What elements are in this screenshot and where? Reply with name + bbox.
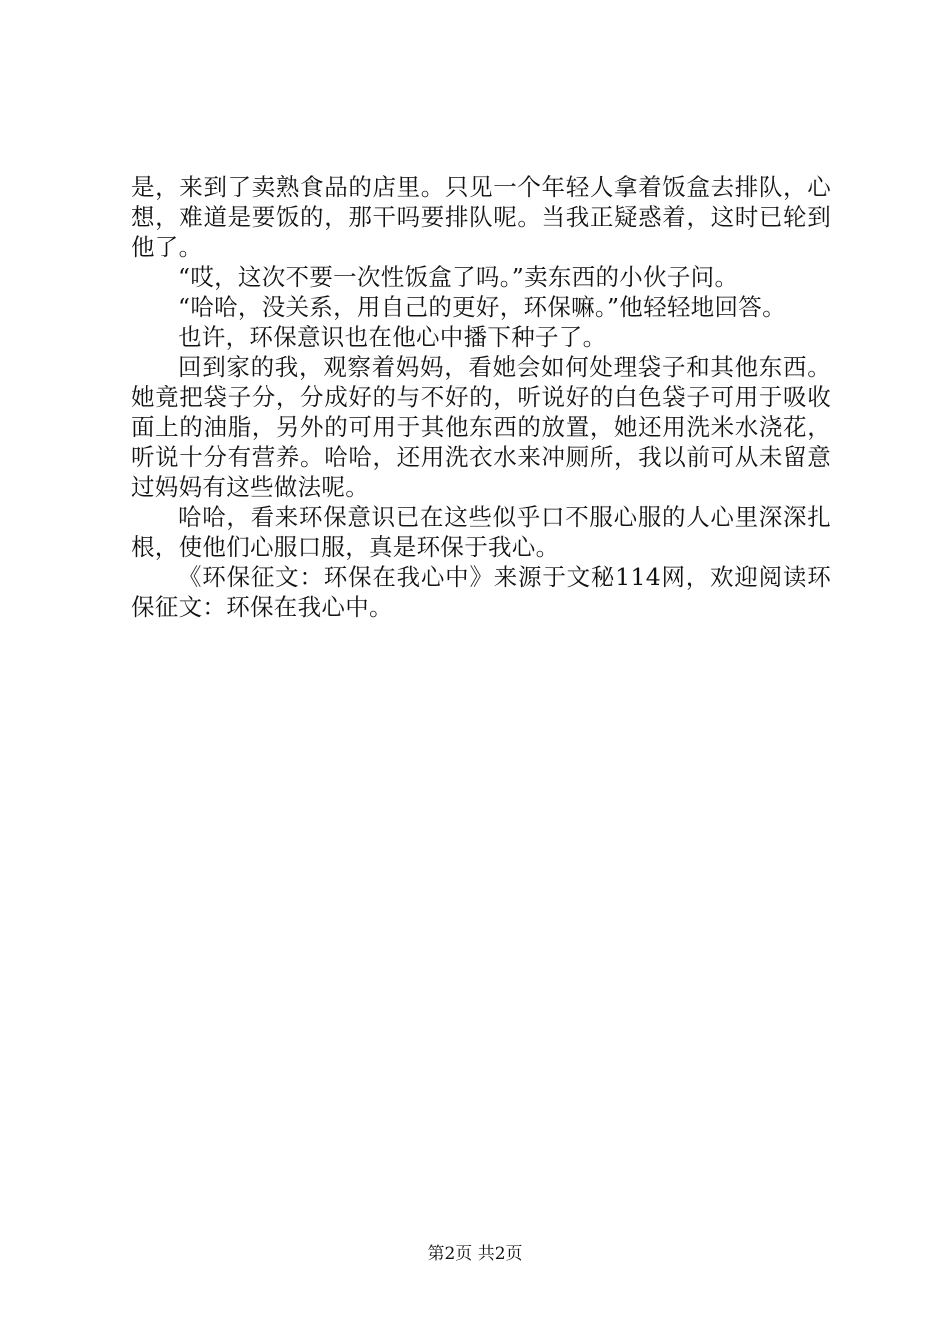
paragraph-dialogue-question: “哎，这次不要一次性饭盒了吗。”卖东西的小伙子问。	[178, 263, 739, 291]
paragraph-mother-habits: 回到家的我，观察着妈妈，看她会如何处理袋子和其他东西。她竟把袋子分，分成好的与不好的，听说好的白色袋子可用于吸收面上的油脂，另外的可用于其他东西的放置，她还用洗米水浇花，听说十分有营养。哈哈，还用洗衣水来冲厕所，我以前可从未留意过妈妈有这些做法呢。	[131, 353, 831, 501]
page-number-label: 第2页 共2页	[427, 1244, 523, 1264]
paragraph-conclusion: 哈哈，看来环保意识已在这些似乎口不服心服的人心里深深扎根，使他们心服口服，真是环保于我心。	[131, 503, 831, 561]
document-body	[131, 172, 831, 622]
paragraph-dialogue-answer: “哈哈，没关系，用自己的更好，环保嘛。”他轻轻地回答。	[178, 293, 786, 321]
paragraph-source-note: 《环保征文：环保在我心中》来源于文秘114网，欢迎阅读环保征文：环保在我心中。	[131, 563, 831, 621]
paragraph-awareness: 也许，环保意识也在他心中播下种子了。	[178, 323, 607, 351]
paragraph-continuation: 是，来到了卖熟食品的店里。只见一个年轻人拿着饭盒去排队，心想，难道是要饭的，那干吗要排队呢。当我正疑惑着，这时已轮到他了。	[131, 173, 831, 261]
page-footer	[0, 1243, 950, 1265]
